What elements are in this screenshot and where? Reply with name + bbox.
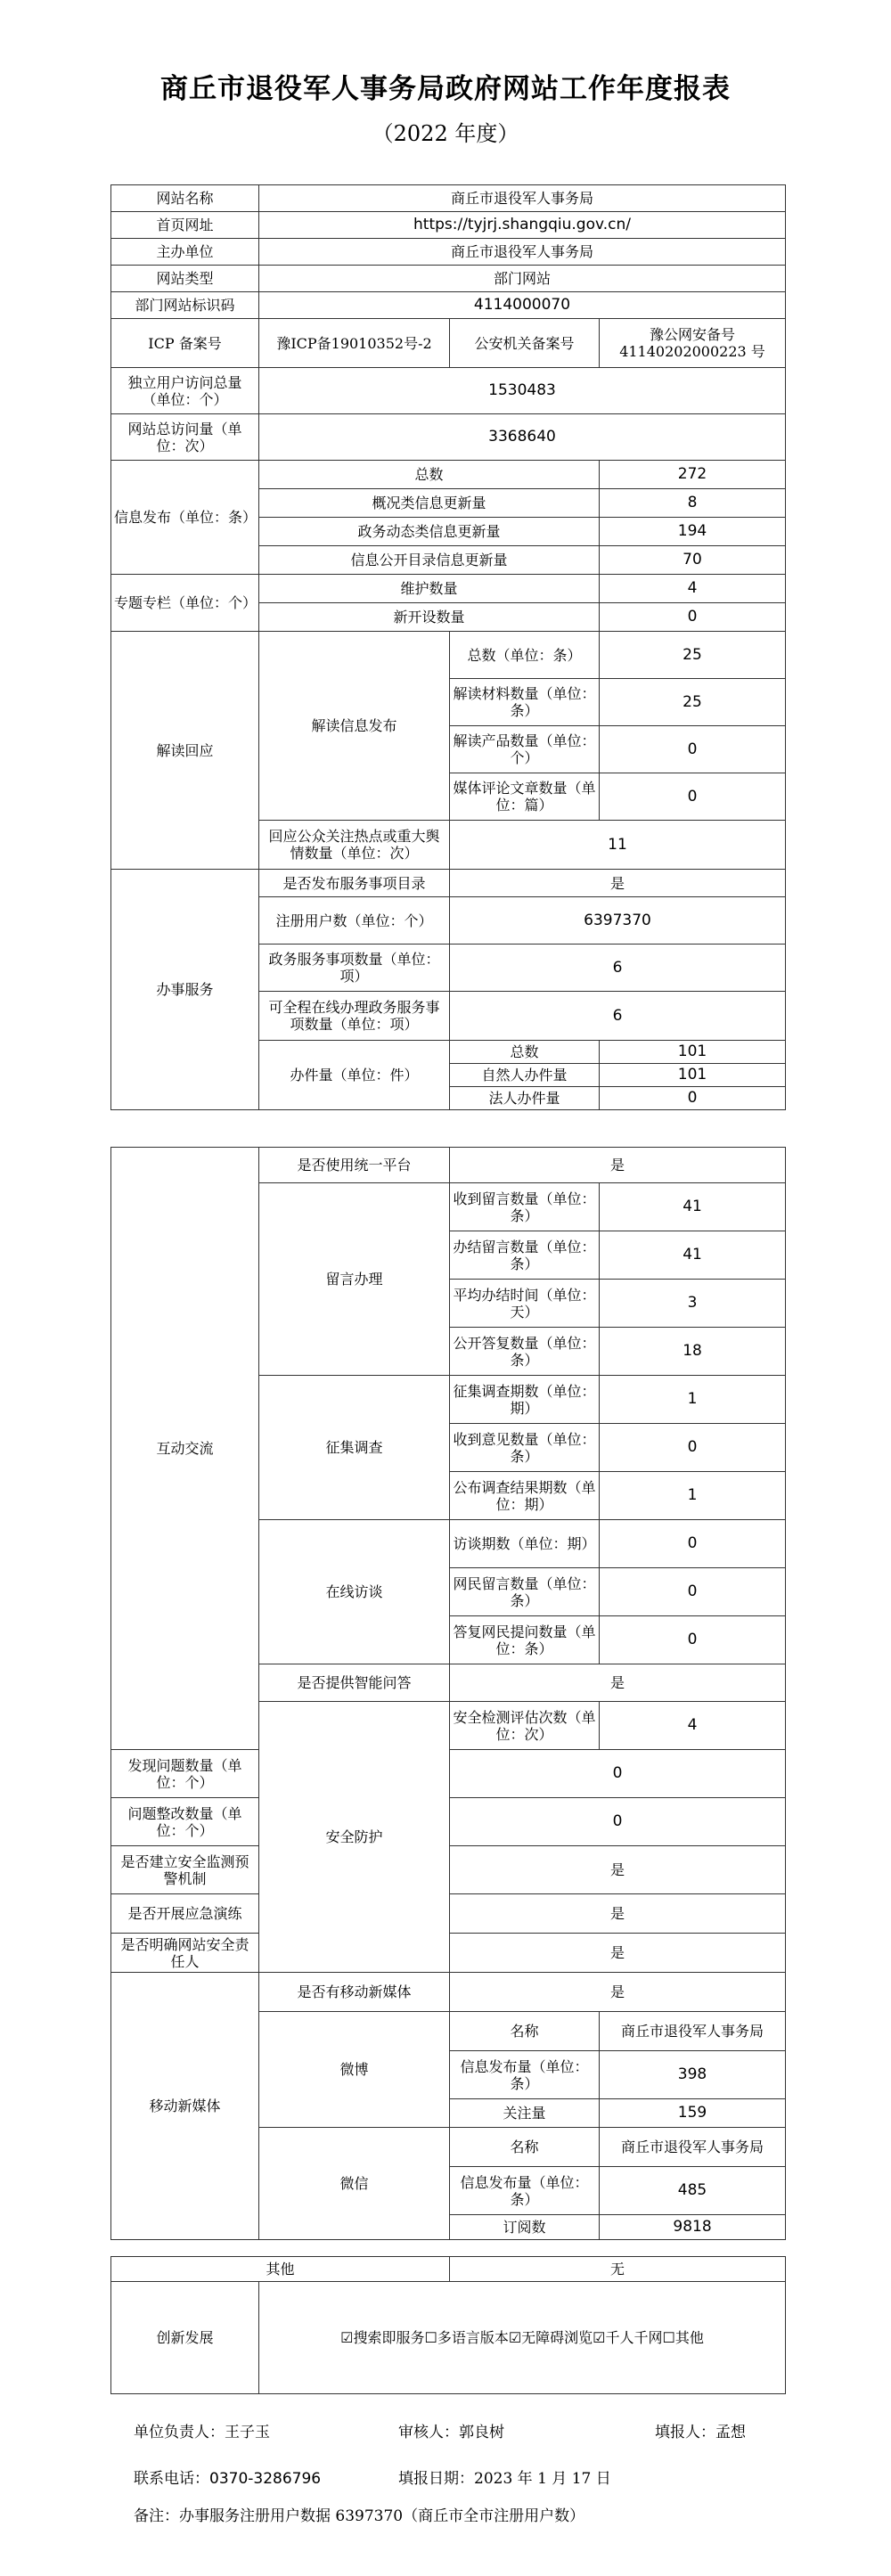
topic-new-value: 0: [600, 603, 786, 632]
service-catalog-value: 是: [450, 870, 786, 897]
received-value: 41: [600, 1183, 786, 1231]
innovation-label: 创新发展: [111, 2282, 259, 2394]
interpret-label: 解读回应: [111, 632, 259, 870]
home-url-label: 首页网址: [111, 212, 259, 239]
uv-label: 独立用户访问总量（单位：个）: [111, 368, 259, 414]
fixed-value: 0: [450, 1798, 786, 1846]
innovation-items: ☑搜索即服务☐多语言版本☑无障碍浏览☑千人千网☐其他: [259, 2282, 786, 2394]
owner-value: 是: [450, 1934, 786, 1973]
found-value: 0: [450, 1750, 786, 1798]
phone-value: 0370-3286796: [209, 2470, 322, 2488]
interview-periods-value: 0: [600, 1520, 786, 1568]
opinions-label: 收到意见数量（单位：条）: [450, 1424, 600, 1472]
survey-label: 征集调查: [259, 1376, 450, 1520]
service-cases-total-label: 总数: [450, 1041, 600, 1064]
topic-maintain-label: 维护数量: [259, 575, 600, 603]
uv-value: 1530483: [259, 368, 786, 414]
survey-periods-value: 1: [600, 1376, 786, 1424]
drill-value: 是: [450, 1894, 786, 1934]
netizen-value: 0: [600, 1568, 786, 1616]
wechat-subs-value: 9818: [600, 2215, 786, 2240]
wechat-label: 微信: [259, 2128, 450, 2240]
service-online-value: 6: [450, 992, 786, 1041]
interaction-label: 互动交流: [111, 1148, 259, 1750]
interpret-respond-value: 11: [450, 821, 786, 870]
report-table-interaction: [110, 1147, 786, 2240]
icp-label: ICP 备案号: [111, 319, 259, 368]
weibo-name-value: 商丘市退役军人事务局: [600, 2012, 786, 2051]
interpret-product-value: 0: [600, 726, 786, 773]
fixed-label: 问题整改数量（单位：个）: [111, 1798, 259, 1846]
service-natural-label: 自然人办件量: [450, 1064, 600, 1087]
results-label: 公布调查结果期数（单位：期）: [450, 1472, 600, 1520]
handled-value: 41: [600, 1231, 786, 1280]
service-items-value: 6: [450, 945, 786, 992]
service-users-label: 注册用户数（单位：个）: [259, 897, 450, 945]
checks-value: 4: [600, 1702, 786, 1750]
sponsor-label: 主办单位: [111, 239, 259, 266]
weibo-posts-value: 398: [600, 2051, 786, 2099]
responsible-label: 单位负责人：: [134, 2424, 225, 2441]
survey-periods-label: 征集调查期数（单位：期）: [450, 1376, 600, 1424]
police-label: 公安机关备案号: [450, 319, 600, 368]
wechat-name-label: 名称: [450, 2128, 600, 2167]
footer-responsible: [134, 2419, 270, 2441]
weibo-follow-value: 159: [600, 2099, 786, 2128]
interpret-media-value: 0: [600, 773, 786, 821]
found-label: 发现问题数量（单位：个）: [111, 1750, 259, 1798]
smart-label: 是否提供智能问答: [259, 1664, 450, 1702]
footer-phone: [134, 2466, 321, 2488]
site-id-value: 4114000070: [259, 292, 786, 319]
phone-label: 联系电话：: [134, 2470, 209, 2488]
site-name-value: 商丘市退役军人事务局: [259, 185, 786, 212]
wechat-name-value: 商丘市退役军人事务局: [600, 2128, 786, 2167]
received-label: 收到留言数量（单位：条）: [450, 1183, 600, 1231]
footer-remark: 备注：办事服务注册用户数据 6397370（商丘市全市注册用户数）: [134, 2507, 585, 2525]
service-label: 办事服务: [111, 870, 259, 1110]
results-value: 1: [600, 1472, 786, 1520]
platform-label: 是否使用统一平台: [259, 1148, 450, 1183]
report-table-basic: [110, 184, 786, 1110]
media-has-label: 是否有移动新媒体: [259, 1973, 450, 2012]
interpret-publish-label: 解读信息发布: [259, 632, 450, 821]
site-type-value: 部门网站: [259, 266, 786, 292]
pv-label: 网站总访问量（单位：次）: [111, 414, 259, 461]
platform-value: 是: [450, 1148, 786, 1183]
info-news-label: 政务动态类信息更新量: [259, 518, 600, 546]
service-natural-value: 101: [600, 1064, 786, 1087]
weibo-label: 微博: [259, 2012, 450, 2128]
monitor-value: 是: [450, 1846, 786, 1894]
filler-label: 填报人：: [655, 2424, 715, 2441]
innovation-other-label: 其他: [111, 2257, 450, 2282]
info-label: 信息发布（单位：条）: [111, 461, 259, 575]
public-label: 公开答复数量（单位：条）: [450, 1328, 600, 1376]
avg-label: 平均办结时间（单位：天）: [450, 1280, 600, 1328]
owner-label: 是否明确网站安全责任人: [111, 1934, 259, 1973]
topic-label: 专题专栏（单位：个）: [111, 575, 259, 632]
page-subtitle: （2022 年度）: [372, 121, 519, 146]
weibo-name-label: 名称: [450, 2012, 600, 2051]
interpret-respond-label: 回应公众关注热点或重大舆情数量（单位：次）: [259, 821, 450, 870]
footer-filler: [655, 2419, 746, 2441]
innovation-other-value: 无: [450, 2257, 786, 2282]
site-type-label: 网站类型: [111, 266, 259, 292]
reviewer-value: 郭良树: [459, 2424, 504, 2441]
info-total-label: 总数: [259, 461, 600, 489]
weibo-follow-label: 关注量: [450, 2099, 600, 2128]
info-total-value: 272: [600, 461, 786, 489]
service-users-value: 6397370: [450, 897, 786, 945]
checks-label: 安全检测评估次数（单位：次）: [450, 1702, 600, 1750]
service-cases-total-value: 101: [600, 1041, 786, 1064]
info-overview-value: 8: [600, 489, 786, 518]
netizen-label: 网民留言数量（单位：条）: [450, 1568, 600, 1616]
wechat-posts-label: 信息发布量（单位：条）: [450, 2167, 600, 2215]
reviewer-label: 审核人：: [398, 2424, 459, 2441]
media-has-value: 是: [450, 1973, 786, 2012]
service-legal-label: 法人办件量: [450, 1087, 600, 1110]
pv-value: 3368640: [259, 414, 786, 461]
site-name-label: 网站名称: [111, 185, 259, 212]
service-online-label: 可全程在线办理政务服务事项数量（单位：项）: [259, 992, 450, 1041]
interview-label: 在线访谈: [259, 1520, 450, 1664]
interpret-media-label: 媒体评论文章数量（单位：篇）: [450, 773, 600, 821]
handled-label: 办结留言数量（单位：条）: [450, 1231, 600, 1280]
security-label: 安全防护: [259, 1702, 450, 1973]
date-value: 2023 年 1 月 17 日: [474, 2470, 611, 2488]
interview-periods-label: 访谈期数（单位：期）: [450, 1520, 600, 1568]
interpret-material-value: 25: [600, 679, 786, 726]
service-cases-label: 办件量（单位：件）: [259, 1041, 450, 1110]
avg-value: 3: [600, 1280, 786, 1328]
topic-new-label: 新开设数量: [259, 603, 600, 632]
wechat-subs-label: 订阅数: [450, 2215, 600, 2240]
weibo-posts-label: 信息发布量（单位：条）: [450, 2051, 600, 2099]
info-open-label: 信息公开目录信息更新量: [259, 546, 600, 575]
police-value: 豫公网安备号41140202000223 号: [600, 319, 786, 368]
media-label: 移动新媒体: [111, 1973, 259, 2240]
filler-value: 孟想: [715, 2424, 746, 2441]
smart-value: 是: [450, 1664, 786, 1702]
opinions-value: 0: [600, 1424, 786, 1472]
footer-reviewer: [398, 2419, 504, 2441]
info-news-value: 194: [600, 518, 786, 546]
answers-label: 答复网民提问数量（单位：条）: [450, 1616, 600, 1664]
service-items-label: 政务服务事项数量（单位：项）: [259, 945, 450, 992]
monitor-label: 是否建立安全监测预警机制: [111, 1846, 259, 1894]
responsible-value: 王子玉: [225, 2424, 270, 2441]
public-value: 18: [600, 1328, 786, 1376]
interpret-material-label: 解读材料数量（单位：条）: [450, 679, 600, 726]
interpret-total-label: 总数（单位：条）: [450, 632, 600, 679]
wechat-posts-value: 485: [600, 2167, 786, 2215]
info-open-value: 70: [600, 546, 786, 575]
page-title: 商丘市退役军人事务局政府网站工作年度报表: [160, 73, 731, 105]
interpret-total-value: 25: [600, 632, 786, 679]
info-overview-label: 概况类信息更新量: [259, 489, 600, 518]
answers-value: 0: [600, 1616, 786, 1664]
icp-value: 豫ICP备19010352号-2: [259, 319, 450, 368]
service-legal-value: 0: [600, 1087, 786, 1110]
sponsor-value: 商丘市退役军人事务局: [259, 239, 786, 266]
drill-label: 是否开展应急演练: [111, 1894, 259, 1934]
topic-maintain-value: 4: [600, 575, 786, 603]
interpret-product-label: 解读产品数量（单位：个）: [450, 726, 600, 773]
footer-date: [398, 2466, 611, 2488]
site-id-label: 部门网站标识码: [111, 292, 259, 319]
report-table-innovation: [110, 2256, 786, 2394]
date-label: 填报日期：: [398, 2470, 474, 2488]
msg-label: 留言办理: [259, 1183, 450, 1376]
home-url-value: https://tyjrj.shangqiu.gov.cn/: [259, 212, 786, 239]
service-catalog-label: 是否发布服务事项目录: [259, 870, 450, 897]
